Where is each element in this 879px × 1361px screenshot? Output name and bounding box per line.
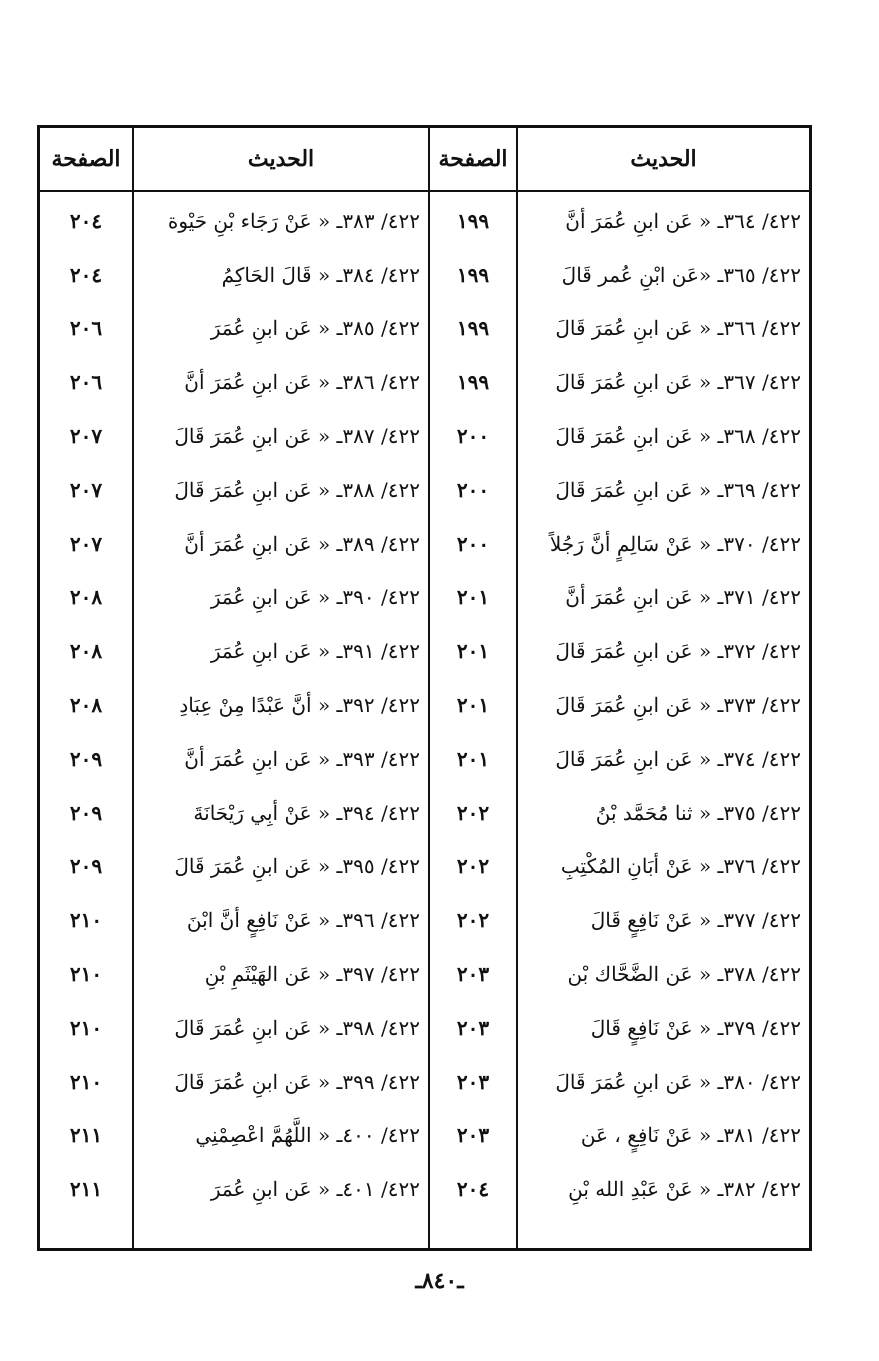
hadith-entry: ٤٢٢/ ٣٦٧ـ « عَن ابنِ عُمَرَ قَالَ — [555, 370, 801, 395]
hadith-entry: ٤٢٢/ ٣٨٨ـ « عَن ابنِ عُمَرَ قَالَ — [174, 477, 420, 502]
hadith-entry: ٤٢٢/ ٣٨٩ـ « عَن ابنِ عُمَرَ أنَّ — [184, 531, 420, 556]
hadith-entry: ٤٢٢/ ٣٦٩ـ « عَن ابنِ عُمَرَ قَالَ — [555, 477, 801, 502]
hadith-entry: ٤٢٢/ ٣٩٩ـ « عَن ابنِ عُمَرَ قَالَ — [174, 1069, 420, 1094]
hadith-index-table — [37, 125, 812, 1251]
page-number-cell: ٢٠٣ — [456, 1015, 490, 1040]
hadith-entry: ٤٢٢/ ٣٦٤ـ « عَن ابنِ عُمَرَ أنَّ — [565, 208, 801, 233]
hadith-entry: ٤٢٢/ ٣٧٠ـ « عَنْ سَالِمٍ أنَّ رَجُلاً — [549, 531, 801, 556]
page-number-cell: ٢٠٤ — [69, 262, 103, 287]
hadith-entry: ٤٢٢/ ٣٩٥ـ « عَن ابنِ عُمَرَ قَالَ — [174, 854, 420, 879]
hadith-entry: ٤٢٢/ ٣٧٧ـ « عَنْ نَافِعٍ قَالَ — [590, 908, 801, 933]
hadith-entry: ٤٢٢/ ٣٩٨ـ « عَن ابنِ عُمَرَ قَالَ — [174, 1015, 420, 1040]
page-number-cell: ٢٠٠ — [456, 477, 490, 502]
right-hadith-list — [518, 192, 809, 1248]
page-number-cell: ٢٠٤ — [69, 208, 103, 233]
page-number-cell: ٢٠٧ — [69, 531, 103, 556]
left-hadith-list — [134, 192, 428, 1248]
page-number-cell: ٢٠٧ — [69, 424, 103, 449]
hadith-entry: ٤٢٢/ ٣٧٩ـ « عَنْ نَافِعٍ قَالَ — [590, 1015, 801, 1040]
page-number-cell: ٢٠٠ — [456, 424, 490, 449]
hadith-entry: ٤٢٢/ ٤٠٠ـ « اللَّهُمَّ اعْصِمْنِي — [195, 1123, 420, 1148]
page-number-cell: ٢٠٣ — [456, 1123, 490, 1148]
page-number-cell: ١٩٩ — [456, 208, 490, 233]
left-page-header: الصفحة — [40, 128, 132, 192]
hadith-entry: ٤٢٢/ ٣٩٧ـ « عَن الهَيْثَمِ بْنِ — [204, 962, 420, 987]
page-number-cell: ٢٠١ — [456, 693, 490, 718]
right-page-header: الصفحة — [430, 128, 516, 192]
hadith-entry: ٤٢٢/ ٣٨٥ـ « عَن ابنِ عُمَرَ — [210, 316, 420, 341]
hadith-entry: ٤٢٢/ ٣٧١ـ « عَن ابنِ عُمَرَ أنَّ — [565, 585, 801, 610]
page-number-cell: ٢١١ — [69, 1123, 103, 1148]
hadith-entry: ٤٢٢/ ٣٧٨ـ « عَن الضَّحَّاك بْن — [567, 962, 801, 987]
page-number-cell: ٢٠٤ — [456, 1177, 490, 1202]
page-number: ـ٨٤٠ـ — [415, 1268, 464, 1294]
hadith-entry: ٤٢٢/ ٣٨٣ـ « عَنْ رَجَاء بْنِ حَيْوة — [167, 208, 420, 233]
right-page-column — [428, 128, 516, 1248]
page-number-cell: ٢١٠ — [69, 962, 103, 987]
page-number-cell: ٢٠١ — [456, 746, 490, 771]
page-number-cell: ٢٠١ — [456, 639, 490, 664]
page-number-cell: ٢١٠ — [69, 908, 103, 933]
page-number-cell: ٢٠٩ — [69, 746, 103, 771]
page-number-cell: ٢١١ — [69, 1177, 103, 1202]
page-number-cell: ١٩٩ — [456, 316, 490, 341]
page-number-cell: ٢٠٨ — [69, 585, 103, 610]
hadith-entry: ٤٢٢/ ٤٠١ـ « عَن ابنِ عُمَرَ — [210, 1177, 420, 1202]
hadith-entry: ٤٢٢/ ٣٨٤ـ « قَالَ الحَاكِمُ — [221, 262, 420, 287]
page-number-cell: ٢٠٦ — [69, 316, 103, 341]
page-number-cell: ٢٠٠ — [456, 531, 490, 556]
right-hadith-column — [516, 128, 809, 1248]
hadith-entry: ٤٢٢/ ٣٨٧ـ « عَن ابنِ عُمَرَ قَالَ — [174, 424, 420, 449]
page-number-cell: ٢٠٩ — [69, 800, 103, 825]
page-number-cell: ٢٠٧ — [69, 477, 103, 502]
hadith-entry: ٤٢٢/ ٣٦٨ـ « عَن ابنِ عُمَرَ قَالَ — [555, 424, 801, 449]
page-number-cell: ٢١٠ — [69, 1069, 103, 1094]
page-number-cell: ٢٠٢ — [456, 800, 490, 825]
page-number-cell: ٢٠١ — [456, 585, 490, 610]
hadith-entry: ٤٢٢/ ٣٧٢ـ « عَن ابنِ عُمَرَ قَالَ — [555, 639, 801, 664]
hadith-entry: ٤٢٢/ ٣٨٦ـ « عَن ابنِ عُمَرَ أنَّ — [184, 370, 420, 395]
hadith-entry: ٤٢٢/ ٣٩٤ـ « عَنْ أبِي رَيْحَانَةَ — [193, 800, 420, 825]
hadith-entry: ٤٢٢/ ٣٨٠ـ « عَن ابنِ عُمَرَ قَالَ — [555, 1069, 801, 1094]
right-hadith-header: الحديث — [518, 128, 809, 192]
left-page-column — [40, 128, 132, 1248]
hadith-entry: ٤٢٢/ ٣٨٢ـ « عَنْ عَبْدِ الله بْنِ — [568, 1177, 801, 1202]
hadith-entry: ٤٢٢/ ٣٧٦ـ « عَنْ أبَانِ المُكْتِبِ — [560, 854, 801, 879]
hadith-entry: ٤٢٢/ ٣٦٦ـ « عَن ابنِ عُمَرَ قَالَ — [555, 316, 801, 341]
hadith-entry: ٤٢٢/ ٣٧٥ـ « ثنا مُحَمَّد بْنُ — [595, 800, 801, 825]
page-number-cell: ٢٠٢ — [456, 854, 490, 879]
hadith-entry: ٤٢٢/ ٣٩٢ـ « أنَّ عَبْدًا مِنْ عِبَادِ — [179, 693, 420, 718]
left-hadith-column — [132, 128, 428, 1248]
hadith-entry: ٤٢٢/ ٣٩٣ـ « عَن ابنِ عُمَرَ أنَّ — [184, 746, 420, 771]
page-number-cell: ٢١٠ — [69, 1015, 103, 1040]
hadith-entry: ٤٢٢/ ٣٩٠ـ « عَن ابنِ عُمَرَ — [210, 585, 420, 610]
page-number-cell: ٢٠٣ — [456, 962, 490, 987]
left-hadith-header: الحديث — [134, 128, 428, 192]
hadith-entry: ٤٢٢/ ٣٧٤ـ « عَن ابنِ عُمَرَ قَالَ — [555, 746, 801, 771]
left-page-list — [40, 192, 132, 1248]
page-number-cell: ١٩٩ — [456, 370, 490, 395]
page-number-cell: ١٩٩ — [456, 262, 490, 287]
right-page-list — [430, 192, 516, 1248]
page-number-cell: ٢٠٨ — [69, 639, 103, 664]
hadith-entry: ٤٢٢/ ٣٦٥ـ «عَن ابْنِ عُمر قَالَ — [561, 262, 801, 287]
hadith-entry: ٤٢٢/ ٣٨١ـ « عَنْ نَافِعٍ ، عَن — [580, 1123, 801, 1148]
page-number-cell: ٢٠٨ — [69, 693, 103, 718]
hadith-entry: ٤٢٢/ ٣٩١ـ « عَن ابنِ عُمَرَ — [210, 639, 420, 664]
hadith-entry: ٤٢٢/ ٣٩٦ـ « عَنْ نَافِعٍ أنَّ ابْنَ — [186, 908, 420, 933]
page-number-cell: ٢٠٦ — [69, 370, 103, 395]
page-number-cell: ٢٠٩ — [69, 854, 103, 879]
page-number-cell: ٢٠٢ — [456, 908, 490, 933]
hadith-entry: ٤٢٢/ ٣٧٣ـ « عَن ابنِ عُمَرَ قَالَ — [555, 693, 801, 718]
page-number-cell: ٢٠٣ — [456, 1069, 490, 1094]
